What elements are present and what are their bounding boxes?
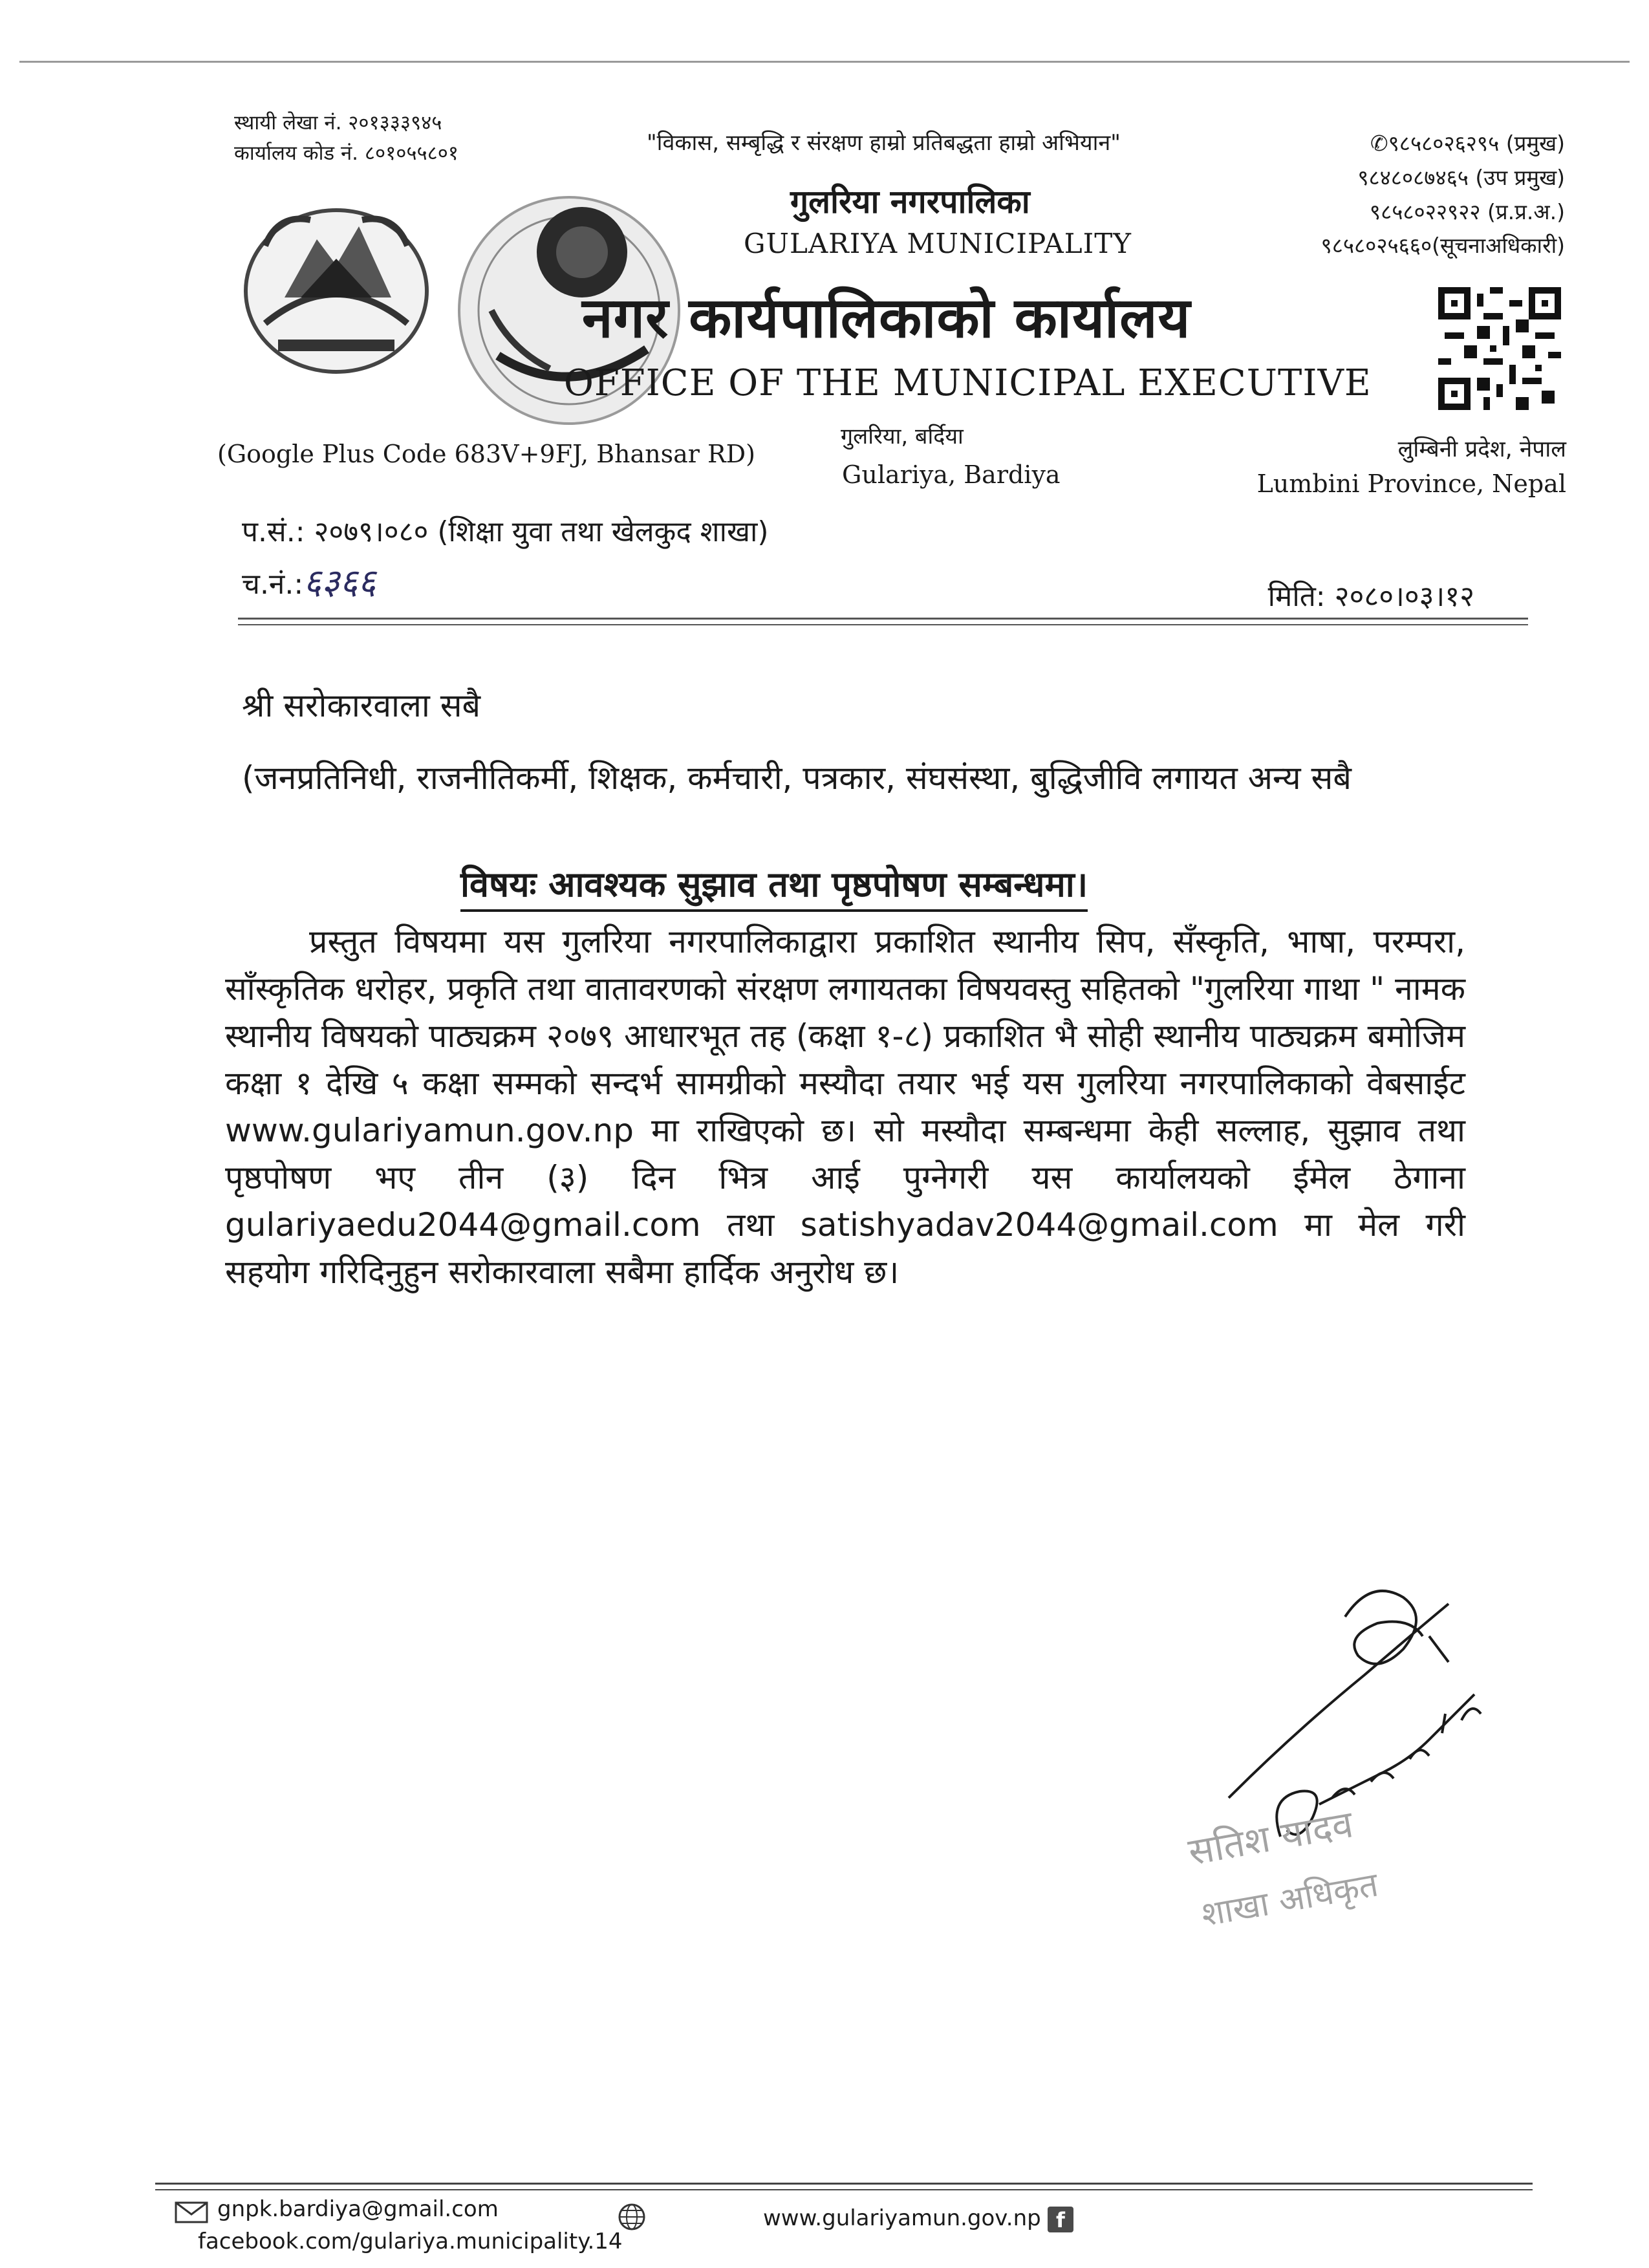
footer-website-link[interactable]: www.gulariyamun.gov.np bbox=[763, 2205, 1041, 2231]
letter-reference-number: प.सं.: २०७९।०८० (शिक्षा युवा तथा खेलकुद शाखा) bbox=[242, 515, 769, 548]
phone-deputy-mayor: ९८४८०८७४६५ (उप प्रमुख) bbox=[1357, 164, 1565, 190]
office-title-nepali: नगर कार्यपालिकाको कार्यालय bbox=[582, 286, 1191, 351]
top-border bbox=[19, 61, 1630, 63]
permanent-account-number: स्थायी लेखा नं. २०१३३३९४५ bbox=[234, 111, 442, 135]
letter-date: मिति: २०८०।०३।१२ bbox=[1267, 580, 1474, 613]
municipality-name-nepali: गुलरिया नगरपालिका bbox=[790, 183, 1030, 221]
office-title-english: OFFICE OF THE MUNICIPAL EXECUTIVE bbox=[564, 362, 1372, 404]
google-plus-code: (Google Plus Code 683V+9FJ, Bhansar RD) bbox=[217, 440, 755, 468]
letter-body: प्रस्तुत विषयमा यस गुलरिया नगरपालिकाद्वारा प्रकाशित स्थानीय सिप, सँस्कृति, भाषा, परम्परा, साँस्कृतिक धरोहर, प्रकृति तथा वातावरणको संरक्षण लगायतका विषयवस्तु सहितको "गुलरिया गाथा " नामक स्थानीय विषयको पाठ्यक्रम २०७९ आधारभूत तह (कक्षा १-८) प्रकाशित भै सोही स्थानीय पाठ्यक्रम बमोजिम कक्षा १ देखि ५ कक्षा सम्मको सन्दर्भ सामग्रीको मस्यौदा तयार भई यस गुलरिया नगरपालिकाको वेबसाईट www.gulariyamun.gov.np मा राखिएको छ। सो मस्यौदा सम्बन्धमा केही सल्लाह, सुझाव तथा पृष्ठपोषण भए तीन (३) दिन भित्र आई पुग्नेगरी यस कार्यालयको ईमेल ठेगाना gulariyaedu2044@gmail.com तथा satishyadav2044@gmail.com मा मेल गरी सहयोग गरिदिनुहुन सरोकारवाला सबैमा हार्दिक अनुरोध छ। bbox=[225, 923, 1465, 1291]
globe-icon bbox=[618, 2203, 646, 2231]
header-divider-secondary bbox=[238, 624, 1528, 625]
dispatch-number-label: च.नं.: bbox=[242, 568, 304, 601]
facebook-icon[interactable]: f bbox=[1048, 2207, 1073, 2232]
location-english: Gulariya, Bardiya bbox=[842, 460, 1061, 489]
officer-stamp-name: सतिश यादव bbox=[1185, 1802, 1357, 1874]
office-reference-block bbox=[234, 111, 458, 172]
addressee: श्री सरोकारवाला सबै bbox=[242, 687, 481, 724]
header-divider bbox=[238, 618, 1528, 620]
province-english: Lumbini Province, Nepal bbox=[1256, 470, 1566, 498]
office-code: कार्यालय कोड नं. ८०१०५५८०१ bbox=[234, 142, 458, 166]
footer-divider bbox=[155, 2183, 1533, 2185]
letter-subject: विषयः आवश्यक सुझाव तथा पृष्ठपोषण सम्बन्धमा। bbox=[460, 859, 1088, 912]
province-nepali: लुम्बिनी प्रदेश, नेपाल bbox=[1397, 437, 1566, 462]
footer-facebook-link[interactable]: facebook.com/gulariya.municipality.14 bbox=[198, 2229, 623, 2254]
contact-phones bbox=[1321, 127, 1565, 263]
mail-icon bbox=[175, 2201, 208, 2223]
nepal-emblem-icon bbox=[239, 188, 433, 382]
recipients-list: (जनप्रतिनिधी, राजनीतिकर्मी, शिक्षक, कर्मचारी, पत्रकार, संघसंस्था, बुद्धिजीवि लगायत अन्य सबै bbox=[242, 759, 1352, 797]
dispatch-number bbox=[242, 556, 376, 604]
qr-code-icon bbox=[1438, 287, 1561, 410]
location-nepali: गुलरिया, बर्दिया bbox=[841, 424, 964, 449]
slogan: "विकास, सम्बृद्धि र संरक्षण हाम्रो प्रतिबद्धता हाम्रो अभियान" bbox=[647, 130, 1121, 156]
dispatch-number-value: ६३६६ bbox=[303, 561, 376, 602]
footer-divider-secondary bbox=[155, 2189, 1533, 2190]
officer-stamp-title: शाखा अधिकृत bbox=[1198, 1865, 1381, 1935]
footer-email-link[interactable]: gnpk.bardiya@gmail.com bbox=[217, 2196, 499, 2222]
phone-information-officer: ९८५८०२५६६०(सूचनाअधिकारी) bbox=[1320, 233, 1565, 259]
municipality-name-english: GULARIYA MUNICIPALITY bbox=[744, 228, 1132, 259]
phone-mayor: ✆९८५८०२६२९५ (प्रमुख) bbox=[1370, 131, 1565, 156]
phone-cao: ९८५८०२२९२२ (प्र.प्र.अ.) bbox=[1369, 199, 1565, 224]
